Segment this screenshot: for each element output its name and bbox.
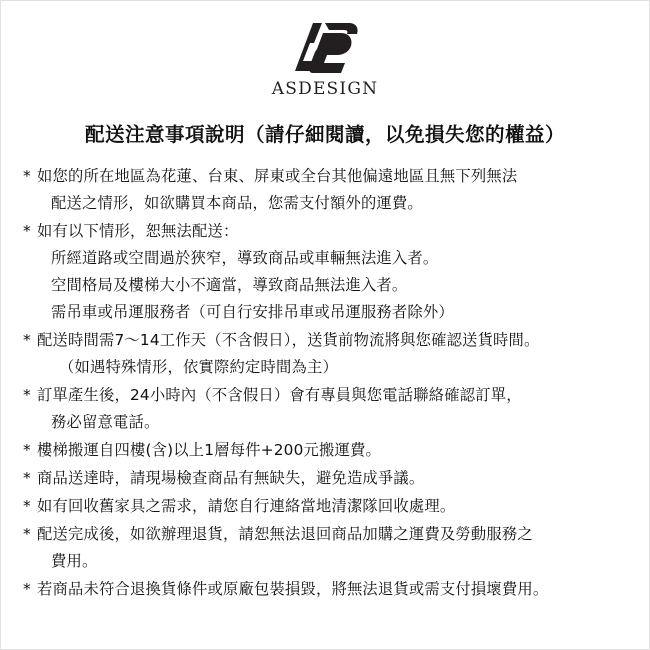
list-item-lines <box>37 493 627 520</box>
list-item-line: 訂單產生後，24小時內（不含假日）會有專員與您電話聯絡確認訂單， <box>37 386 522 404</box>
list-item <box>23 465 627 492</box>
list-item <box>23 382 627 436</box>
list-item-line: 配送完成後，如欲辦理退貨，請恕無法退回商品加購之運費及勞動服務之 <box>37 525 533 543</box>
logo-wordmark: ASDESIGN <box>271 79 379 99</box>
list-item-lines <box>37 576 627 603</box>
list-item-line: 如有回收舊家具之需求，請您自行連絡當地清潔隊回收處理。 <box>37 497 456 515</box>
list-item-lines <box>37 465 627 492</box>
list-item-lines <box>37 218 627 326</box>
list-item-line: 若商品未符合退換貨條件或原廠包裝損毀，將無法退貨或需支付損壞費用。 <box>37 580 549 598</box>
list-item-line: 空間格局及樓梯大小不適當，導致商品無法進入者。 <box>51 276 408 294</box>
list-item-line: 樓梯搬運自四樓(含)以上1層每件+200元搬運費。 <box>37 441 382 459</box>
list-item-lines <box>37 437 627 464</box>
list-item-line: 務必留意電話。 <box>51 413 160 431</box>
bullet-marker: * <box>23 167 31 185</box>
notice-list <box>1 163 649 603</box>
list-item-lines <box>37 521 627 575</box>
bullet-marker: * <box>23 497 31 515</box>
list-item-line: 如有以下情形，恕無法配送： <box>37 222 239 240</box>
list-item-lines <box>37 382 627 436</box>
list-item <box>23 163 627 217</box>
list-item-lines <box>37 163 627 217</box>
bullet-marker: * <box>23 386 31 404</box>
list-item <box>23 437 627 464</box>
list-item <box>23 493 627 520</box>
list-item-line: 配送時間需7～14工作天（不含假日），送貨前物流將與您確認送貨時間。 <box>37 331 540 349</box>
logo-area <box>1 1 649 99</box>
list-item <box>23 327 627 381</box>
list-item-line: 需吊車或吊運服務者（可自行安排吊車或吊運服務者除外） <box>51 303 454 321</box>
list-item-line: 如您的所在地區為花蓮、台東、屏東或全台其他偏遠地區且無下列無法 <box>37 167 518 185</box>
list-item <box>23 576 627 603</box>
bullet-marker: * <box>23 441 31 459</box>
list-item <box>23 521 627 575</box>
bullet-marker: * <box>23 580 31 598</box>
as-monogram-logo-icon <box>289 19 361 77</box>
list-item-line: 費用。 <box>51 552 98 570</box>
bullet-marker: * <box>23 525 31 543</box>
bullet-marker: * <box>23 222 31 240</box>
bullet-marker: * <box>23 469 31 487</box>
list-item-line: 所經道路或空間過於狹窄，導致商品或車輛無法進入者。 <box>51 249 439 267</box>
page-title: 配送注意事項說明（請仔細閱讀，以免損失您的權益） <box>84 123 565 146</box>
bullet-marker: * <box>23 331 31 349</box>
list-item-line: 配送之情形，如欲購買本商品，您需支付額外的運費。 <box>51 194 423 212</box>
list-item-line: （如遇特殊情形，依實際約定時間為主） <box>59 358 338 376</box>
list-item-lines <box>37 327 627 381</box>
list-item <box>23 218 627 326</box>
list-item-line: 商品送達時，請現場檢查商品有無缺失，避免造成爭議。 <box>37 469 425 487</box>
